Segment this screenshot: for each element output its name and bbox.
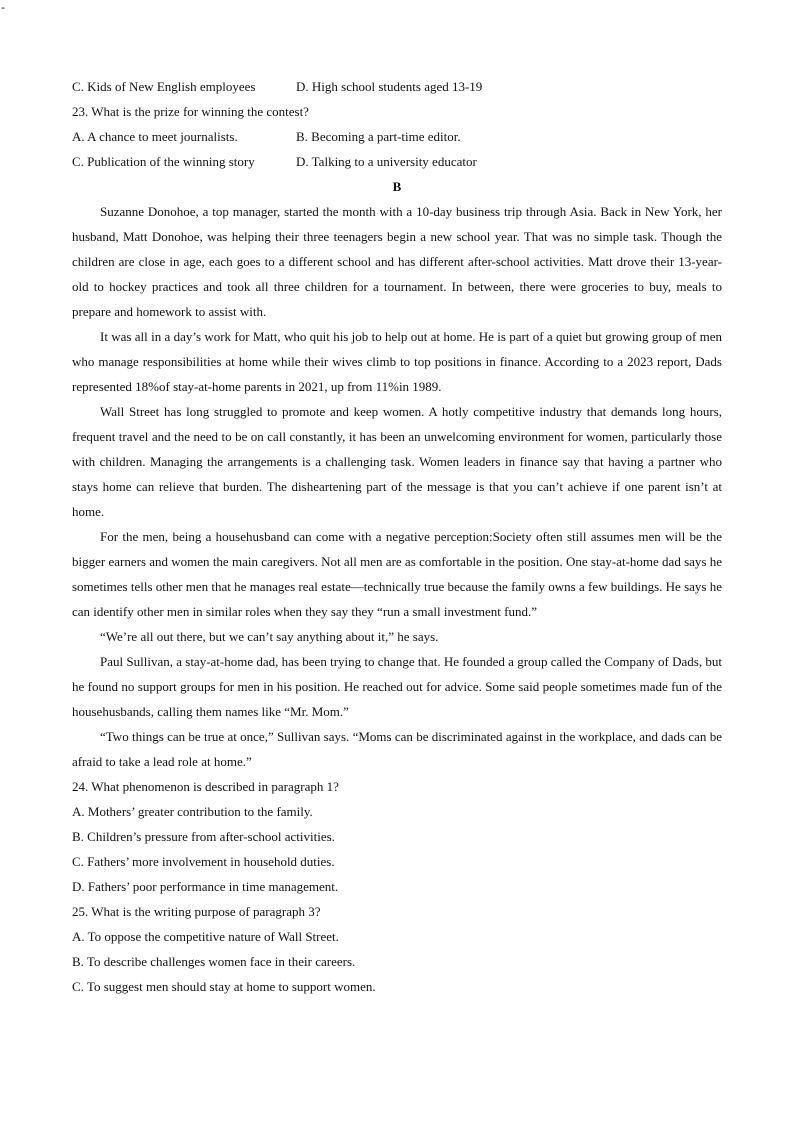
q23-option-a: A. A chance to meet journalists. — [72, 129, 238, 144]
q23-options-row-1 — [72, 124, 722, 149]
q24-option-b: B. Children’s pressure from after-school activities. — [72, 829, 335, 844]
q23-option-d: D. Talking to a university educator — [296, 154, 477, 169]
q24-option-c: C. Fathers’ more involvement in household duties. — [72, 854, 335, 869]
passage-paragraph-2: It was all in a day’s work for Matt, who quit his job to help out at home. He is part of a quiet but growing group of men who manage responsibilities at home while their wives climb to top positions in finance. According to a 2023 report, Dads represented 18%of stay-at-home parents in 2021, up from 11%in 1989. — [72, 329, 722, 394]
q23-options-row-2 — [72, 149, 722, 174]
corner-mark: - — [1, 0, 5, 14]
q22-option-c: C. Kids of New English employees — [72, 79, 256, 94]
passage-paragraph-6: Paul Sullivan, a stay-at-home dad, has been trying to change that. He founded a group called the Company of Dads, but he found no support groups for men in his position. He reached out for advice. Some said people sometimes made fun of the househusbands, calling them names like “Mr. Mom.” — [72, 654, 722, 719]
q23-option-c: C. Publication of the winning story — [72, 154, 255, 169]
q24-option-d: D. Fathers’ poor performance in time management. — [72, 879, 339, 894]
q22-option-d: D. High school students aged 13-19 — [296, 79, 483, 94]
q25-option-c: C. To suggest men should stay at home to support women. — [72, 979, 376, 994]
q23-stem: 23. What is the prize for winning the contest? — [72, 104, 309, 119]
passage-paragraph-7: “Two things can be true at once,” Sullivan says. “Moms can be discriminated against in the workplace, and dads can be afraid to take a lead role at home.” — [72, 729, 722, 769]
q25-option-b: B. To describe challenges women face in their careers. — [72, 954, 356, 969]
q25-option-a: A. To oppose the competitive nature of Wall Street. — [72, 929, 339, 944]
q25-stem: 25. What is the writing purpose of paragraph 3? — [72, 904, 321, 919]
q24-stem: 24. What phenomenon is described in paragraph 1? — [72, 779, 339, 794]
passage-paragraph-5: “We’re all out there, but we can’t say anything about it,” he says. — [100, 629, 439, 644]
exam-page — [72, 74, 722, 999]
q22-options-row — [72, 74, 722, 99]
passage-paragraph-4: For the men, being a househusband can come with a negative perception:Society often still assumes men will be the bigger earners and women the main caregivers. Not all men are as comfortable in the position. One stay-at-home dad says he sometimes tells other men that he manages real estate—technically true because the family owns a few buildings. He says he can identify other men in similar roles when they say they “run a small investment fund.” — [72, 529, 722, 619]
passage-paragraph-3: Wall Street has long struggled to promote and keep women. A hotly competitive industry that demands long hours, frequent travel and the need to be on call constantly, it has been an unwelcoming environment for women, particularly those with children. Managing the arrangements is a challenging task. Women leaders in finance say that having a partner who stays home can relieve that burden. The disheartening part of the message is that you can’t achieve if one parent isn’t at home. — [72, 404, 722, 519]
q24-option-a: A. Mothers’ greater contribution to the family. — [72, 804, 313, 819]
passage-paragraph-1: Suzanne Donohoe, a top manager, started the month with a 10-day business trip through Asia. Back in New York, her husband, Matt Donohoe, was helping their three teenagers begin a new school year. That was no simple task. Though the children are close in age, each goes to a different school and has different after-school activities. Matt drove their 13-year-old to hockey practices and took all three children for a tournament. In between, there were groceries to buy, meals to prepare and homework to assist with. — [72, 204, 722, 319]
q23-option-b: B. Becoming a part-time editor. — [296, 129, 461, 144]
section-heading: B — [392, 179, 402, 194]
